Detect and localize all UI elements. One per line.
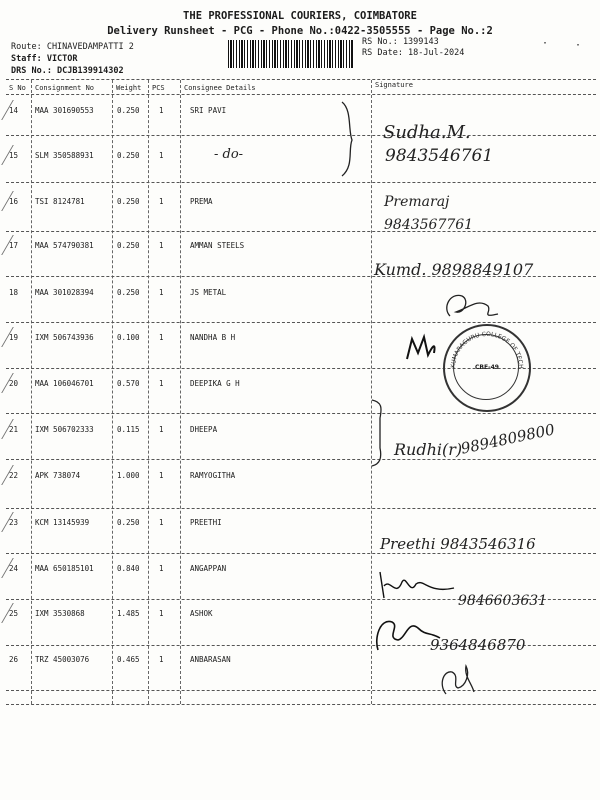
tick-mark [1,235,38,255]
tick-mark [1,100,38,120]
row-consignment: MAA 574790381 [35,241,94,250]
row-separator [6,508,596,509]
tick-mark [1,419,38,439]
bracket-mark [370,398,386,468]
col-sno: S No [9,84,26,92]
col-weight: Weight [116,84,142,92]
col-divider [371,80,372,704]
signature-scribble [440,288,500,324]
row-sno: 17 [9,241,19,250]
row-sno: 24 [9,564,19,573]
rs-date: RS Date: 18-Jul-2024 [362,48,465,58]
row-consignee: DHEEPA [190,425,218,434]
row-consignee: PREETHI [190,518,222,527]
col-divider [112,80,113,704]
table-bottom-rule [6,704,596,705]
row-pcs: 1 [159,106,164,115]
row-weight: 0.100 [117,333,140,342]
stamp-center: CBE-49 [475,364,499,371]
row-sno: 20 [9,379,19,388]
row-pcs: 1 [159,151,164,160]
row-sno: 23 [9,518,19,527]
rs-number: RS No.: 1399143 [362,37,439,47]
row-weight: 0.250 [117,518,140,527]
drs-number: DRS No.: DCJB139914302 [11,66,124,76]
row-sno: 25 [9,609,19,618]
row-weight: 0.250 [117,197,140,206]
row-separator [6,135,596,136]
stamp-text: KUMARAGURU COLLEGE OF TECHNOLOGY [442,321,525,369]
row-separator [6,690,596,691]
row-consignment: IXM 506702333 [35,425,94,434]
col-divider [148,80,149,704]
signature-scribble [436,662,476,698]
row-consignment: KCM 13145939 [35,518,90,527]
row-sno: 19 [9,333,19,342]
row-weight: 1.485 [117,609,140,618]
row-consignee: SRI PAVI [190,106,227,115]
row-weight: 0.250 [117,151,140,160]
row-sno: 21 [9,425,19,434]
col-pcs: PCS [152,84,165,92]
signature-4-name: Rudhi(r) [394,440,463,459]
row-separator [6,182,596,183]
row-separator [6,459,596,460]
speck-mark: · [575,40,582,51]
row-weight: 0.250 [117,241,140,250]
row-consignee: DEEPIKA G H [190,379,240,388]
row-pcs: 1 [159,518,164,527]
row-pcs: 1 [159,564,164,573]
tick-mark [1,512,38,532]
row-pcs: 1 [159,241,164,250]
tick-mark [1,603,38,623]
row-sno: 22 [9,471,19,480]
tick-mark [1,327,38,347]
col-signature: Signature [375,81,413,89]
signature-3: Kumd. 9898849107 [374,260,534,279]
row-consignment: TSI 8124781 [35,197,85,206]
row-weight: 0.250 [117,288,140,297]
row-consignment: MAA 301690553 [35,106,94,115]
row-pcs: 1 [159,197,164,206]
tick-mark [1,145,38,165]
row-pcs: 1 [159,333,164,342]
college-stamp [442,321,531,412]
col-divider [180,80,181,704]
row-weight: 0.250 [117,106,140,115]
row-sno: 16 [9,197,19,206]
row-sno: 26 [9,655,19,664]
row-weight: 0.115 [117,425,140,434]
row-consignee: ANBARASAN [190,655,231,664]
signature-1-phone: 9843546761 [385,146,494,166]
row-separator [6,553,596,554]
signature-5: Preethi 9843546316 [380,535,536,553]
runsheet-subtitle: Delivery Runsheet - PCG - Phone No.:0422-3505555 - Page No.:2 [107,25,493,37]
row-consignment: APK 738074 [35,471,81,480]
row-consignment: MAA 106046701 [35,379,94,388]
row-weight: 1.000 [117,471,140,480]
table-top-rule [6,79,596,80]
row-consignee: PREMA [190,197,213,206]
signature-7-phone: 9364846870 [430,636,526,654]
row-consignment: TRZ 45003076 [35,655,90,664]
row-pcs: 1 [159,609,164,618]
row-consignment: MAA 301028394 [35,288,94,297]
bracket-mark [340,100,360,180]
speck-mark: · [542,38,549,49]
row-consignee: ANGAPPAN [190,564,227,573]
barcode [228,40,354,68]
row-consignment: IXM 506743936 [35,333,94,342]
signature-scribble [376,568,456,604]
row-weight: 0.840 [117,564,140,573]
col-consignee: Consignee Details [184,84,256,92]
row-pcs: 1 [159,471,164,480]
row-consignee: ASHOK [190,609,213,618]
row-sno: 14 [9,106,19,115]
tick-mark [1,558,38,578]
row-consignee: RAMYOGITHA [190,471,236,480]
tick-mark [1,465,38,485]
row-separator [6,322,596,323]
company-name: THE PROFESSIONAL COURIERS, COIMBATORE [183,10,417,22]
staff-label: Staff: VICTOR [11,54,78,64]
signature-2-phone: 9843567761 [384,217,474,233]
row-consignment: SLM 350588931 [35,151,94,160]
tick-mark [1,191,38,211]
row-consignee: NANDHA B H [190,333,236,342]
row-pcs: 1 [159,379,164,388]
header-bottom-rule [6,94,596,95]
row-consignment: MAA 650185101 [35,564,94,573]
row-consignee: JS METAL [190,288,227,297]
signature-4-phone: 9894809800 [459,420,557,458]
row-separator [6,413,596,414]
signature-2-name: Premaraj [384,194,450,210]
row-pcs: 1 [159,655,164,664]
row-pcs: 1 [159,288,164,297]
row-weight: 0.465 [117,655,140,664]
signature-scribble [404,333,438,363]
row-sno: 15 [9,151,19,160]
route-label: Route: CHINAVEDAMPATTI 2 [11,42,134,52]
ditto-mark: - do- [214,147,244,162]
row-separator [6,231,596,232]
row-weight: 0.570 [117,379,140,388]
row-sno: 18 [9,288,19,297]
row-pcs: 1 [159,425,164,434]
tick-mark [1,373,38,393]
col-consignment: Consignment No [35,84,95,92]
signature-1-name: Sudha.M. [383,122,471,143]
row-consignee: AMMAN STEELS [190,241,245,250]
signature-6-phone: 9846603631 [458,593,548,609]
row-consignment: IXM 3530868 [35,609,85,618]
svg-text:KUMARAGURU COLLEGE OF TECHNOLO [442,321,524,369]
